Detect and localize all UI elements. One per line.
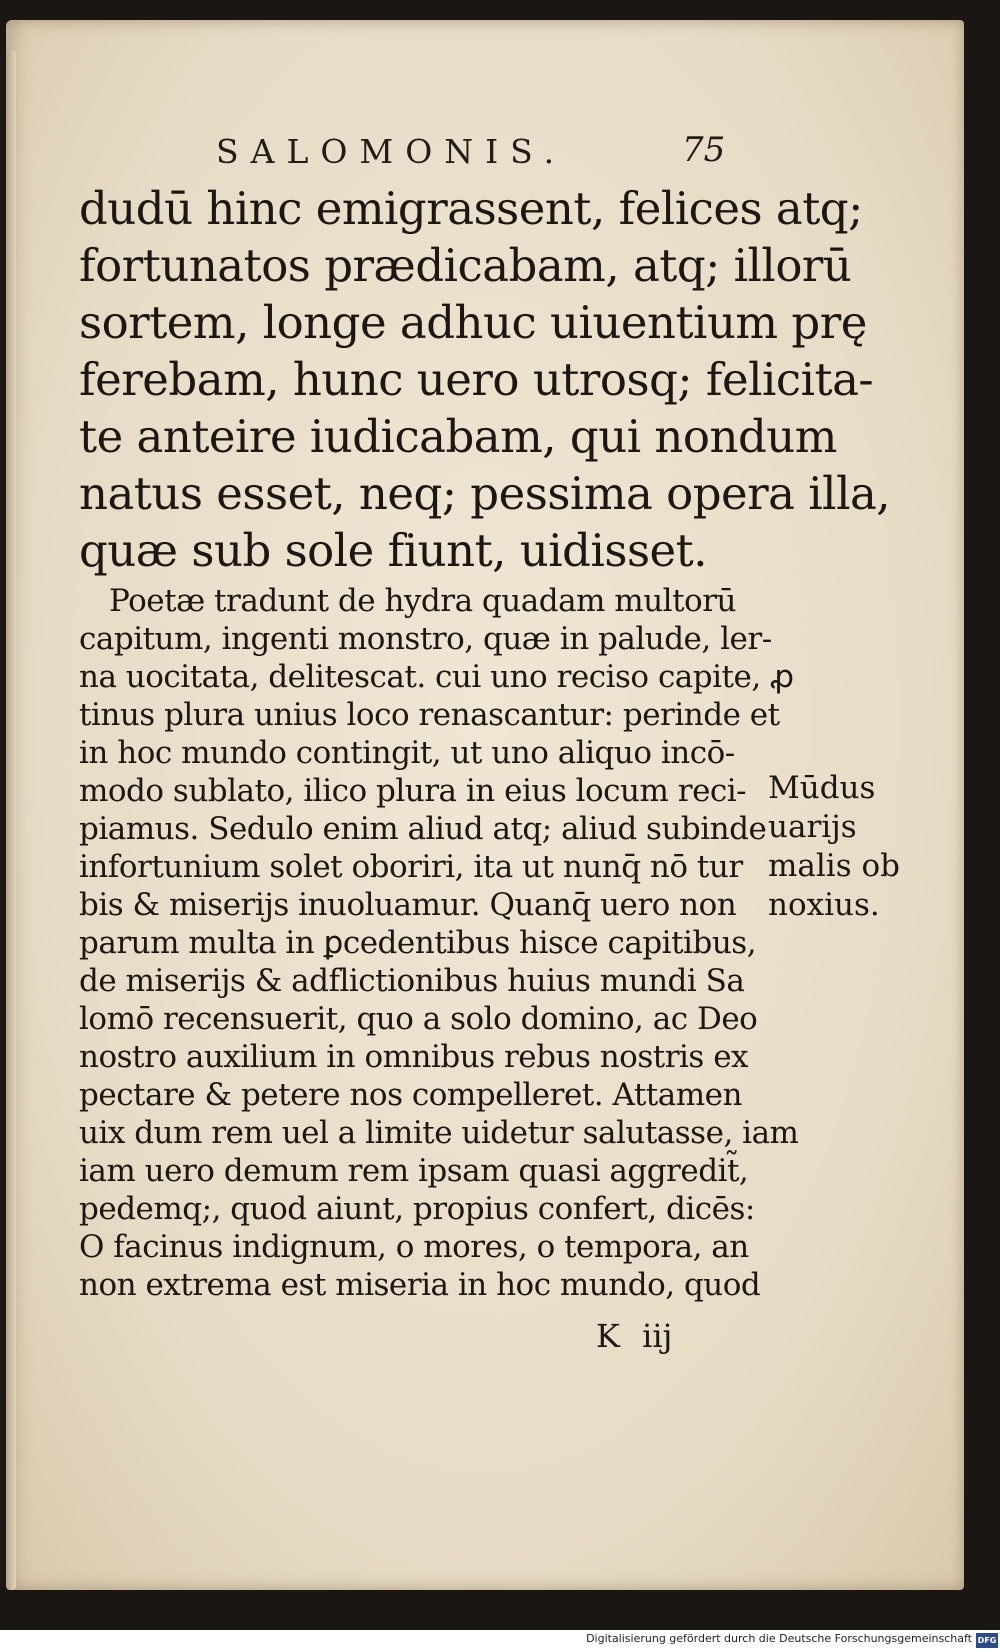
text-line: nostro auxilium in omnibus rebus nostris ex bbox=[79, 1039, 749, 1075]
text-line: O facinus indignum, o mores, o tempora, an bbox=[79, 1229, 749, 1265]
text-line: infortunium solet oboriri, ita ut nunq̄ nō tur bbox=[79, 849, 743, 885]
text-line: uix dum rem uel a limite uidetur salutasse, iam bbox=[79, 1115, 799, 1151]
dfg-logo-icon: DFG bbox=[976, 1633, 998, 1648]
text-line: bis & miserijs inuoluamur. Quanq̄ uero non bbox=[79, 887, 737, 923]
text-line: non extrema est miseria in hoc mundo, quod bbox=[79, 1267, 761, 1303]
text-line: na uocitata, delitescat. cui uno reciso capite, ꝓ bbox=[79, 659, 794, 695]
marginal-note-line: Mūdus bbox=[768, 770, 876, 806]
marginal-note-line: malis ob bbox=[768, 848, 900, 884]
text-line: sortem, longe adhuc uiuentium prę bbox=[79, 296, 867, 349]
text-line: Poetæ tradunt de hydra quadam multorū bbox=[109, 583, 736, 619]
text-line: quæ sub sole fiunt, uidisset. bbox=[79, 524, 708, 577]
text-line: modo sublato, ilico plura in eius locum reci- bbox=[79, 773, 747, 809]
text-line: piamus. Sedulo enim aliud atq; aliud subinde bbox=[79, 811, 767, 847]
footer-bar bbox=[0, 1630, 1000, 1652]
signature-mark: K iij bbox=[596, 1317, 673, 1355]
text-line: parum multa in ꝑcedentibus hisce capitibus, bbox=[79, 925, 757, 961]
page-gutter bbox=[6, 50, 16, 1590]
text-line: lomō recensuerit, quo a solo domino, ac Deo bbox=[79, 1001, 758, 1037]
text-line: pectare & petere nos compelleret. Attamen bbox=[79, 1077, 742, 1113]
book-page bbox=[6, 20, 964, 1590]
text-line: ferebam, hunc uero utrosq; felicita- bbox=[79, 353, 874, 406]
running-head: SALOMONIS. bbox=[216, 132, 567, 171]
page-number: 75 bbox=[682, 130, 726, 170]
text-line: te anteire iudicabam, qui nondum bbox=[79, 410, 837, 463]
text-line: in hoc mundo contingit, ut uno aliquo incō- bbox=[79, 735, 735, 771]
text-line: natus esset, neq; pessima opera illa, bbox=[79, 467, 891, 520]
marginal-note-line: noxius. bbox=[768, 887, 880, 923]
text-line: tinus plura unius loco renascantur: perinde et bbox=[79, 697, 780, 733]
marginal-note-line: uarijs bbox=[768, 809, 857, 845]
text-line: dudū hinc emigrassent, felices atq; bbox=[79, 182, 863, 235]
footer-credit: Digitalisierung gefördert durch die Deutsche Forschungsgemeinschaft bbox=[586, 1632, 972, 1645]
text-line: fortunatos prædicabam, atq; illorū bbox=[79, 239, 852, 292]
text-line: capitum, ingenti monstro, quæ in palude, ler- bbox=[79, 621, 772, 657]
text-line: de miserijs & adflictionibus huius mundi Sa bbox=[79, 963, 745, 999]
text-line: iam uero demum rem ipsam quasi aggredit̃, bbox=[79, 1153, 749, 1189]
text-line: pedemq;, quod aiunt, propius confert, dicēs: bbox=[79, 1191, 755, 1227]
